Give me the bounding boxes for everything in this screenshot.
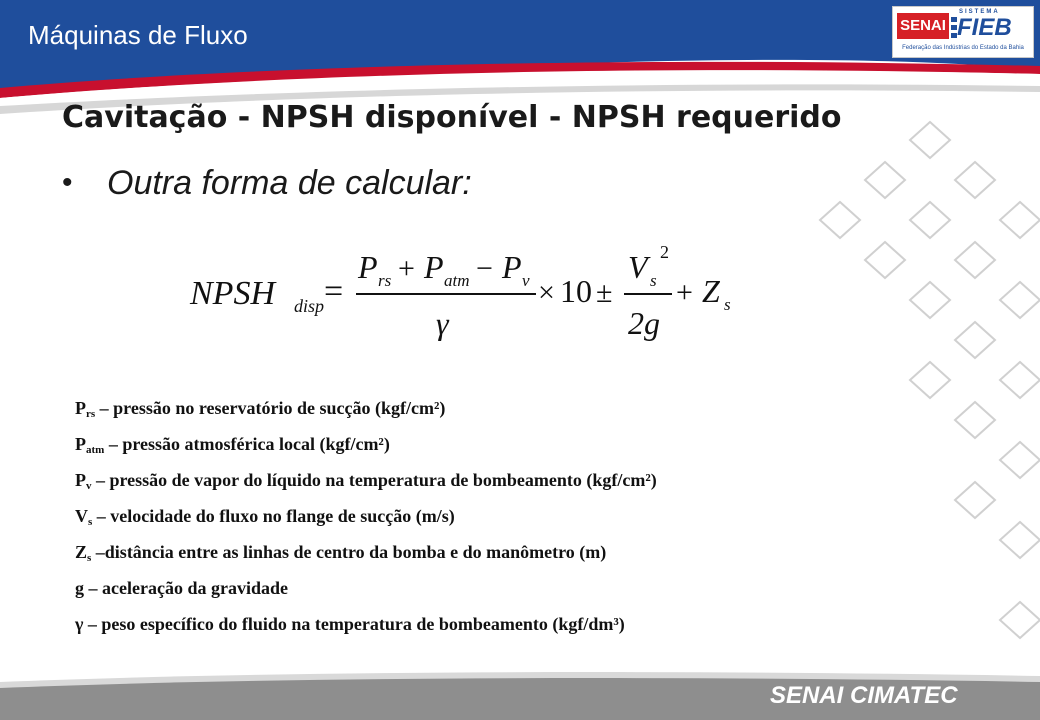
legend-subscript: atm	[86, 444, 105, 456]
legend-item	[75, 577, 795, 613]
formula-p-atm: P	[424, 249, 444, 285]
legend-item	[75, 433, 795, 469]
formula-minus: −	[476, 252, 493, 285]
formula-gamma: γ	[436, 305, 449, 341]
formula-vs-sub: s	[650, 271, 657, 290]
formula-equals: =	[324, 273, 344, 310]
legend-description: – pressão de vapor do líquido na temperatura de bombeamento (kgf/cm²)	[91, 470, 657, 490]
legend-subscript: s	[88, 516, 93, 528]
logo-fieb-wordmark: FIEB	[957, 14, 1012, 41]
diamond-pattern-decoration	[780, 120, 1040, 680]
legend-description: – peso específico do fluido na temperatura de bombeamento (kgf/dm³)	[83, 614, 625, 634]
legend-description: –distância entre as linhas de centro da bomba e do manômetro (m)	[91, 542, 607, 562]
legend-description: – aceleração da gravidade	[84, 578, 288, 598]
bullet-text: Outra forma de calcular:	[107, 164, 472, 202]
formula-p-v: P	[502, 249, 522, 285]
formula-plusminus: ±	[596, 276, 613, 309]
legend-item	[75, 505, 795, 541]
legend-symbol: Z	[75, 542, 88, 562]
formula-ten: 10	[560, 273, 592, 309]
variable-legend	[75, 397, 795, 649]
formula-p-rs: P	[358, 249, 378, 285]
legend-symbol: P	[75, 398, 86, 418]
slide-title: Cavitação - NPSH disponível - NPSH requerido	[62, 100, 842, 135]
legend-description: – velocidade do fluxo no flange de sucção (m/s)	[92, 506, 455, 526]
legend-symbol: P	[75, 434, 86, 454]
legend-description: – pressão atmosférica local (kgf/cm²)	[104, 434, 390, 454]
legend-symbol: P	[75, 470, 86, 490]
formula-zs-sub: s	[724, 295, 731, 314]
logo-sistema-label: SISTEMA	[959, 9, 1000, 15]
formula-plus-2: +	[676, 276, 693, 309]
formula-z-s: Z	[702, 273, 720, 309]
formula-rs-sub: rs	[378, 271, 392, 290]
formula-atm-sub: atm	[444, 271, 470, 290]
formula-plus-1: +	[398, 252, 415, 285]
legend-item	[75, 397, 795, 433]
formula-two-g: 2g	[628, 305, 660, 341]
formula-v-sub: v	[522, 271, 530, 290]
bullet-marker: •	[62, 166, 73, 199]
legend-symbol: V	[75, 506, 88, 526]
formula-lhs: NPSH	[190, 275, 275, 312]
legend-item	[75, 541, 795, 577]
legend-description: – pressão no reservatório de sucção (kgf/cm²)	[95, 398, 446, 418]
legend-symbol: g	[75, 578, 84, 598]
legend-subscript: v	[86, 480, 92, 492]
course-title: Máquinas de Fluxo	[28, 20, 248, 50]
formula-square: 2	[660, 242, 669, 262]
senai-cimatec-brand: SENAI CIMATEC	[770, 682, 958, 709]
legend-symbol: γ	[75, 614, 84, 634]
logo-senai-wordmark: SENAI	[897, 13, 949, 39]
npsh-formula	[180, 236, 760, 356]
legend-item	[75, 469, 795, 505]
legend-subscript: rs	[86, 408, 96, 420]
legend-subscript: s	[87, 552, 92, 564]
formula-lhs-sub: disp	[294, 296, 325, 316]
logo-caption: Federação das Indústrias do Estado da Bahia	[902, 45, 1024, 51]
senai-fieb-logo	[892, 6, 1034, 58]
legend-item	[75, 613, 795, 649]
formula-v-s: V	[628, 249, 648, 285]
formula-times: ×	[538, 276, 555, 309]
